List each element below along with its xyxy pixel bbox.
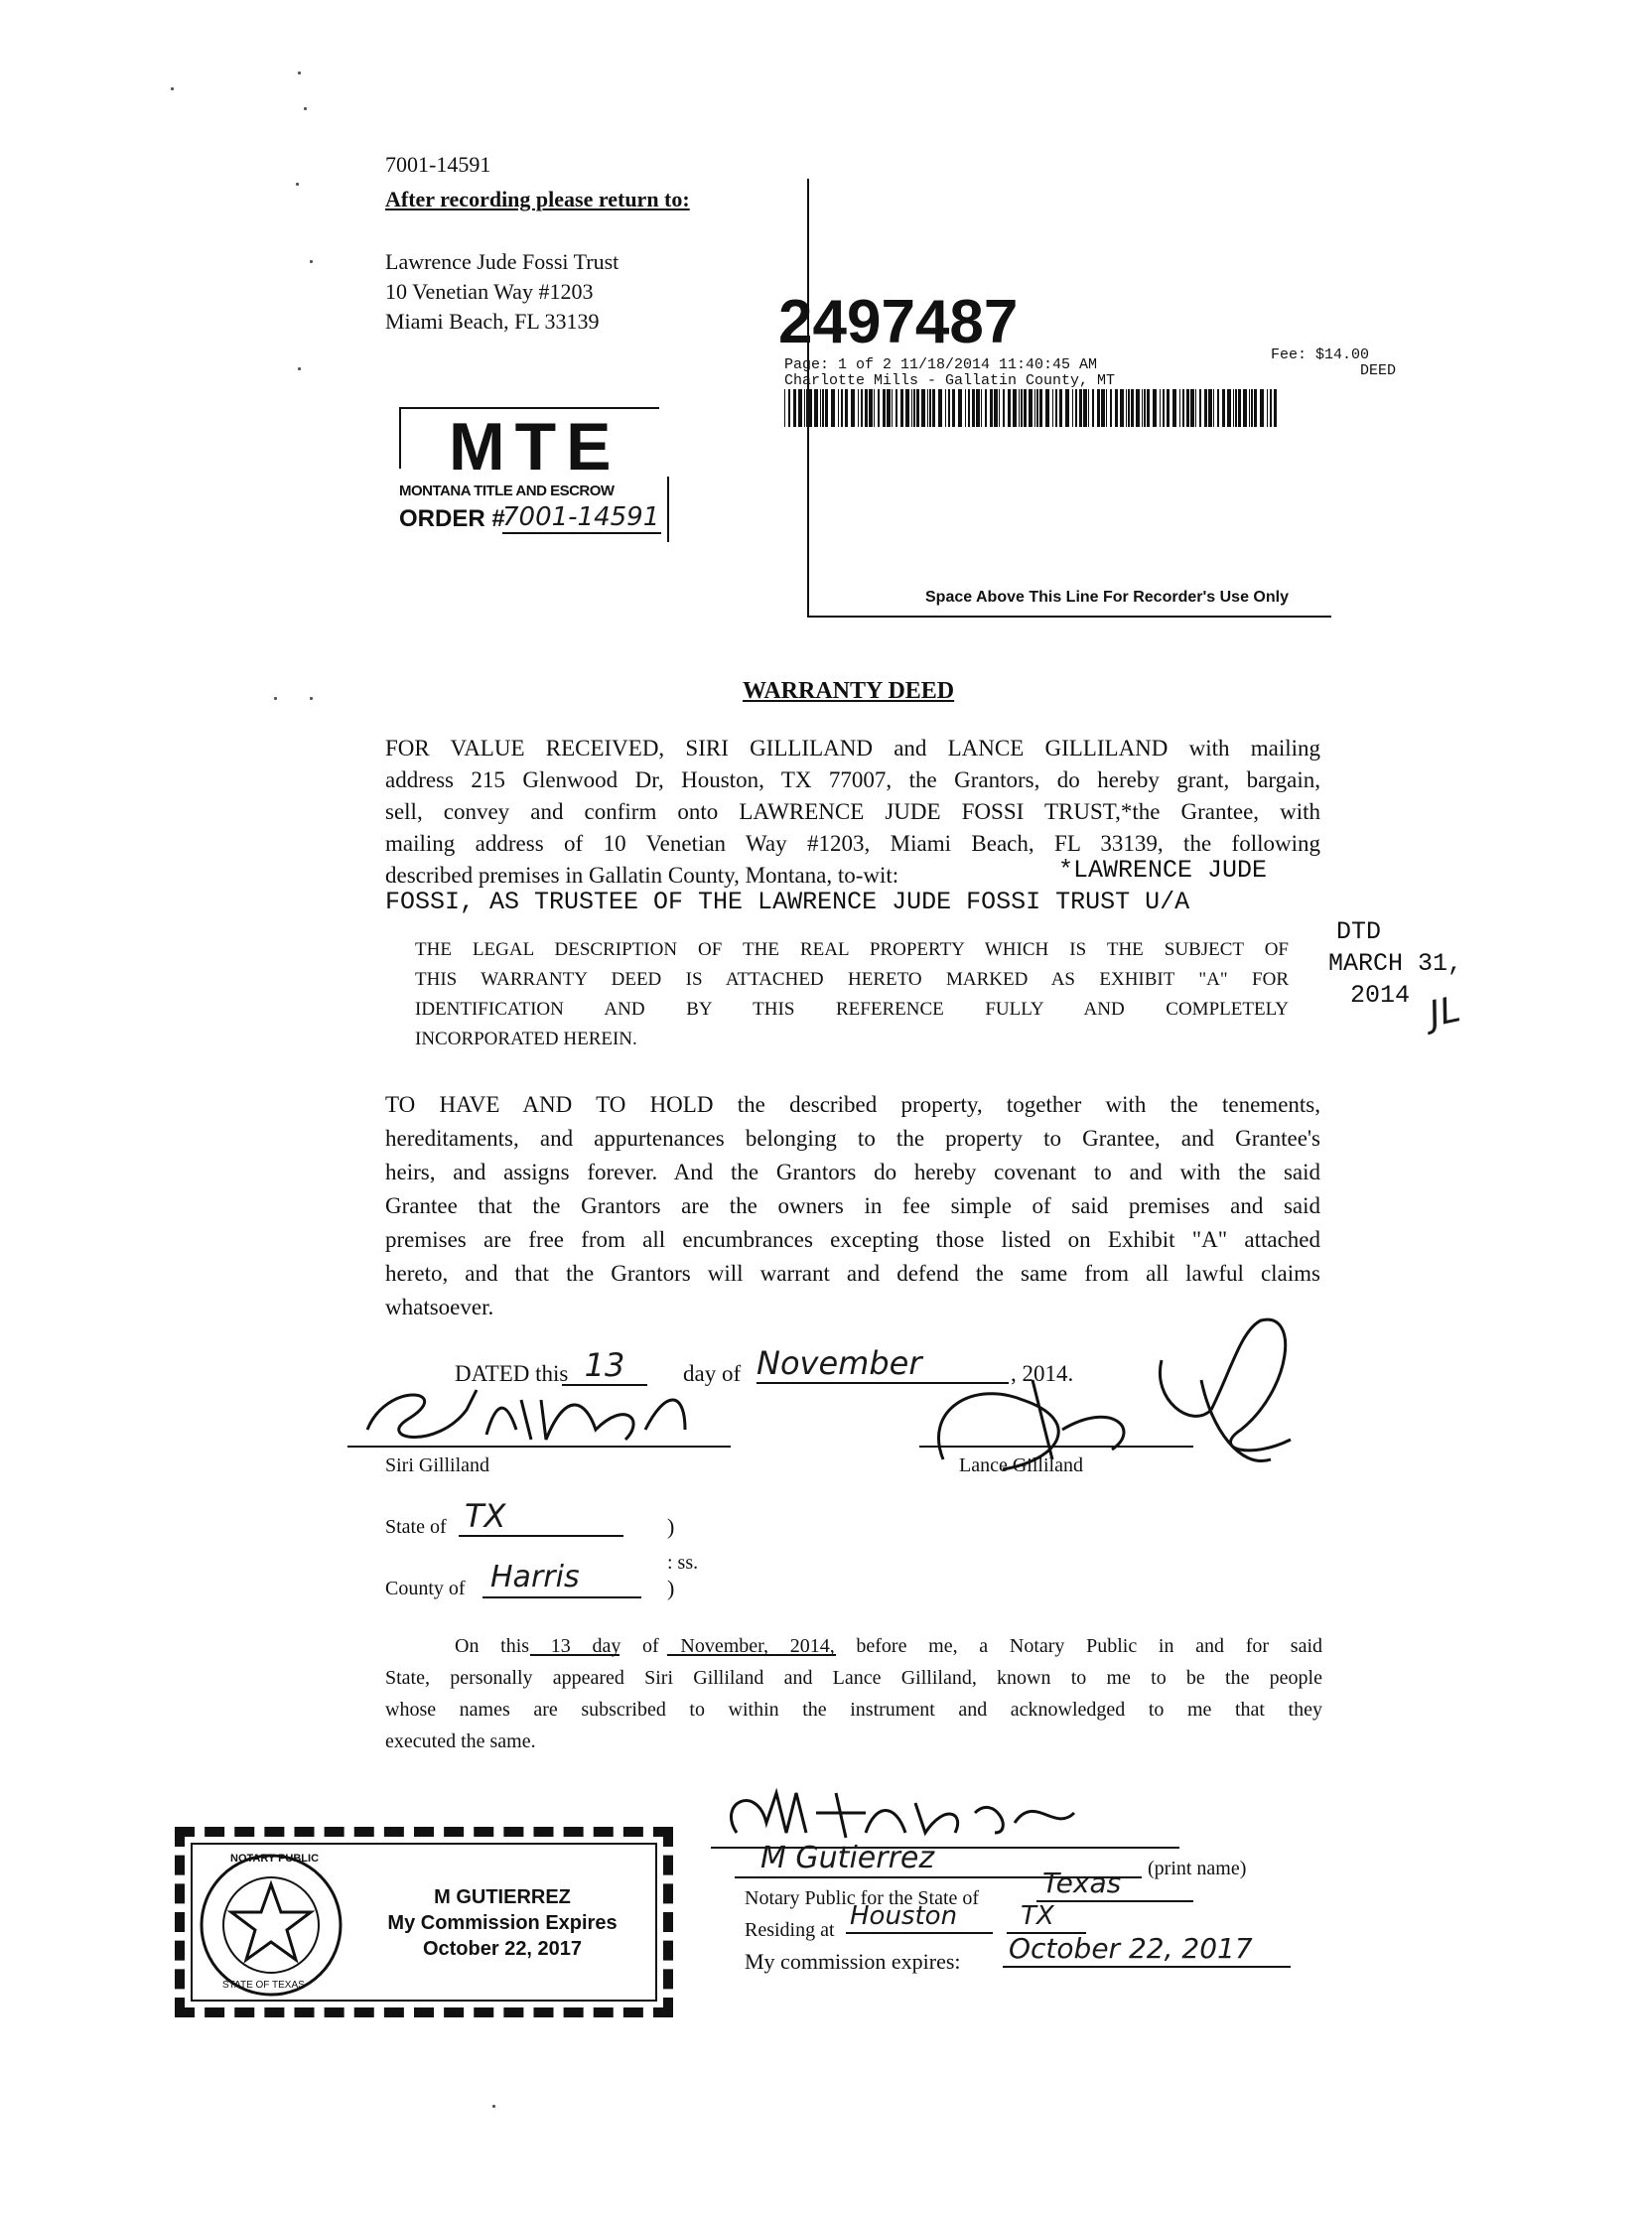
habendum-line: TO HAVE AND TO HOLD the described property, together with the tenements, xyxy=(385,1092,1320,1117)
legal-description xyxy=(415,935,1289,1054)
ack-day-line xyxy=(530,1654,620,1656)
ack-line: On this 13 day of November, 2014, before me, a Notary Public in and for said xyxy=(455,1635,1322,1657)
dated-mid: day of xyxy=(683,1361,742,1386)
recording-doc-type: DEED xyxy=(1360,362,1397,379)
ack-line: whose names are subscribed to within the instrument and acknowledged to me that they xyxy=(385,1699,1322,1721)
habendum-line: Grantee that the Grantors are the owners in fee simple of said premises and said xyxy=(385,1193,1320,1218)
habendum-line: whatsoever. xyxy=(385,1295,494,1319)
venue-ss: : ss. xyxy=(667,1552,699,1574)
title-company-stamp xyxy=(399,407,697,548)
notary-residing-city: Houston xyxy=(846,1900,993,1934)
grant-line: FOR VALUE RECEIVED, SIRI GILLILAND and LANCE GILLILAND with mailing xyxy=(385,736,1320,761)
notary-seal-commission: My Commission Expires xyxy=(387,1912,618,1934)
ack-month-line xyxy=(667,1654,836,1656)
venue-bracket: ) xyxy=(667,1576,675,1600)
order-reference: 7001-14591 xyxy=(385,152,491,177)
notary-seal-top-text: NOTARY PUBLIC xyxy=(230,1853,320,1865)
grantee-insert-5: 2014 xyxy=(1350,981,1411,1010)
notary-residing-label: Residing at xyxy=(745,1919,835,1941)
grantor2-name: Lance Gilliland xyxy=(959,1454,1083,1476)
grantee-insert-4: MARCH 31, xyxy=(1328,949,1463,978)
return-street: 10 Venetian Way #1203 xyxy=(385,279,594,304)
notary-state-value: Texas xyxy=(1036,1867,1193,1902)
recorder-name: Charlotte Mills - Gallatin County, MT xyxy=(784,372,1116,389)
recorder-box-bottom-rule xyxy=(807,616,1331,618)
grant-line: sell, convey and confirm onto LAWRENCE JUDE FOSSI TRUST,*the Grantee, with xyxy=(385,799,1320,824)
grantor1-name: Siri Gilliland xyxy=(385,1454,489,1476)
venue-state-value: TX xyxy=(459,1497,623,1537)
venue-county-label: County of xyxy=(385,1578,466,1599)
grant-line: described premises in Gallatin County, Montana, to-wit: xyxy=(385,863,899,888)
grant-line: mailing address of 10 Venetian Way #1203, Miami Beach, FL 33139, the following xyxy=(385,831,1320,856)
notary-seal xyxy=(175,1827,673,2017)
return-label: After recording please return to: xyxy=(385,187,690,211)
recording-number: 2497487 xyxy=(778,288,1019,356)
notary-expires-label: My commission expires: xyxy=(745,1949,961,1974)
habendum-line: premises are free from all encumbrances excepting those listed on Exhibit "A" attached xyxy=(385,1227,1320,1252)
legal-line: THE LEGAL DESCRIPTION OF THE REAL PROPERTY WHICH IS THE SUBJECT OF xyxy=(415,939,1289,960)
habendum-line: heirs, and assigns forever. And the Grantors do hereby covenant to and with the said xyxy=(385,1160,1320,1184)
return-city: Miami Beach, FL 33139 xyxy=(385,309,600,334)
notary-state-label: Notary Public for the State of xyxy=(745,1887,980,1909)
grantee-initials: JL xyxy=(1425,989,1464,1036)
recorder-space-note: Space Above This Line For Recorder's Use Only xyxy=(925,589,1289,606)
legal-line: INCORPORATED HEREIN. xyxy=(415,1029,637,1049)
notary-seal-date: October 22, 2017 xyxy=(422,1938,583,1960)
notary-seal-bottom-text: STATE OF TEXAS xyxy=(222,1980,305,1991)
notary-seal-name: M GUTIERREZ xyxy=(434,1886,571,1908)
notary-expires-value: October 22, 2017 xyxy=(1003,1932,1291,1968)
dated-day: 13 xyxy=(562,1346,647,1386)
dated-prefix: DATED this xyxy=(455,1361,569,1386)
acknowledgment xyxy=(385,1630,1322,1757)
deed-title: WARRANTY DEED xyxy=(743,678,955,704)
recording-page-info: Page: 1 of 2 11/18/2014 11:40:45 AM xyxy=(784,356,1098,373)
stamp-company-name: MONTANA TITLE AND ESCROW xyxy=(399,483,615,499)
stamp-logo: MTE xyxy=(449,409,621,484)
notary-print-name-label: (print name) xyxy=(1148,1858,1247,1879)
grantee-insert-3: DTD xyxy=(1336,917,1382,946)
grant-line: address 215 Glenwood Dr, Houston, TX 77007, the Grantors, do hereby grant, bargain, xyxy=(385,767,1320,792)
notary-print-name-value: M Gutierrez xyxy=(760,1841,935,1875)
notary-star-seal-icon xyxy=(197,1851,345,2000)
recording-fee: Fee: $14.00 xyxy=(1271,346,1370,363)
barcode xyxy=(784,389,1281,427)
dated-year: , 2014. xyxy=(1011,1361,1074,1386)
ack-line: State, personally appeared Siri Gilliland and Lance Gilliland, known to me to be the people xyxy=(385,1667,1322,1689)
venue-bracket: ) xyxy=(667,1514,675,1539)
stamp-order-number: 7001-14591 xyxy=(502,502,660,532)
grantor1-signature-line xyxy=(347,1446,731,1448)
legal-line: IDENTIFICATION AND BY THIS REFERENCE FULLY AND COMPLETELY xyxy=(415,999,1289,1020)
return-name: Lawrence Jude Fossi Trust xyxy=(385,249,620,274)
ack-line: executed the same. xyxy=(385,1730,536,1752)
grantor2-signature-line xyxy=(919,1446,1193,1448)
legal-line: THIS WARRANTY DEED IS ATTACHED HERETO MARKED AS EXHIBIT "A" FOR xyxy=(415,969,1289,990)
venue-county-value: Harris xyxy=(482,1559,641,1598)
grantee-insert-1: *LAWRENCE JUDE xyxy=(1058,856,1268,885)
grantee-insert-2: FOSSI, AS TRUSTEE OF THE LAWRENCE JUDE FOSSI TRUST U/A xyxy=(385,888,1190,916)
habendum-line: hereditaments, and appurtenances belonging to the property to Grantee, and Grantee's xyxy=(385,1126,1320,1151)
dated-month: November xyxy=(757,1344,1009,1384)
stamp-order-label: ORDER # xyxy=(399,505,505,532)
notary-residing-state: TX xyxy=(1007,1900,1086,1934)
habendum-paragraph xyxy=(385,1088,1320,1324)
venue-state-label: State of xyxy=(385,1516,447,1538)
habendum-line: hereto, and that the Grantors will warrant and defend the same from all lawful claims xyxy=(385,1261,1320,1286)
